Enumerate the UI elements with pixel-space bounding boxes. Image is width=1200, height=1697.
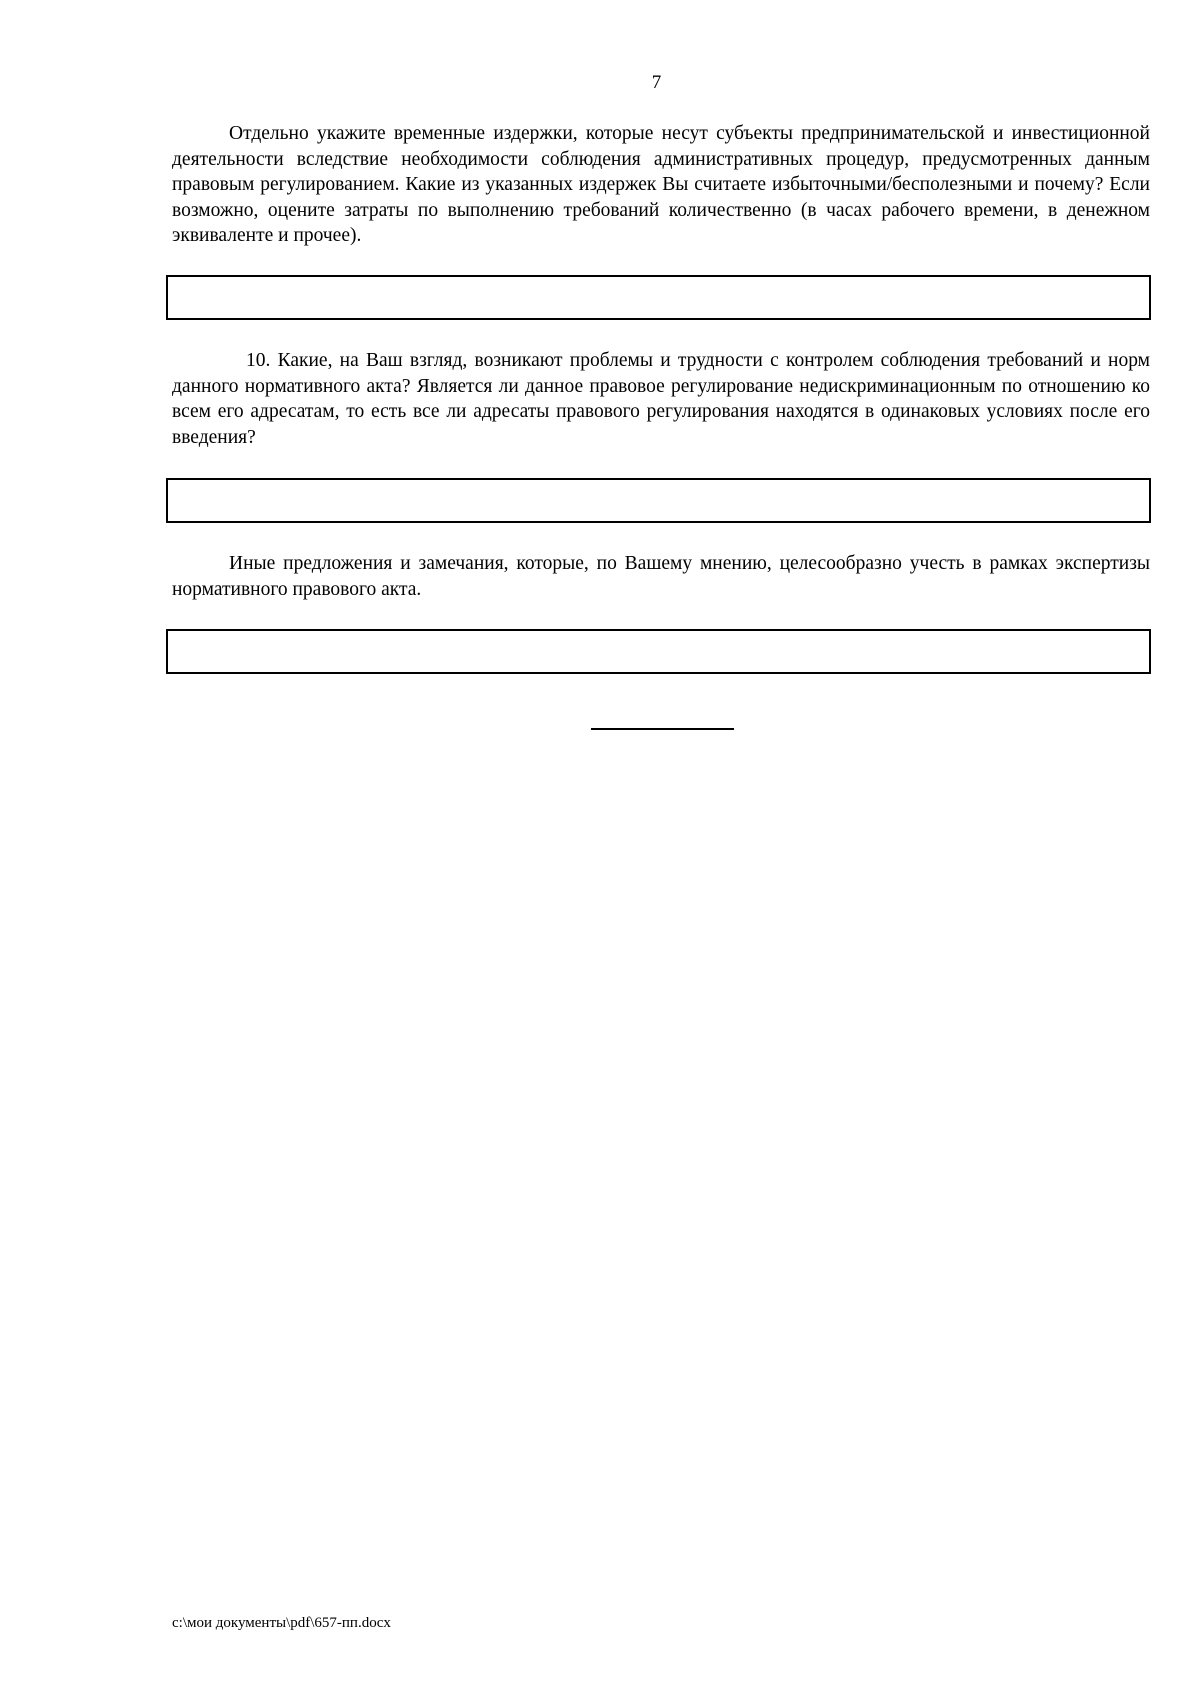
answer-box-other-proposals[interactable] (166, 629, 1151, 674)
answer-box-time-costs[interactable] (166, 275, 1151, 320)
page-number: 7 (651, 72, 662, 93)
footer-file-path: c:\мои документы\pdf\657-пп.docx (172, 1615, 391, 1631)
question-text-time-costs: Отдельно укажите временные издержки, которые несут субъекты предпринимательской и инвестиционной деятельности вследствие необходимости соблюдения административных процедур, предусмотренных данным правовым регулированием. Какие из указанных издержек Вы считаете избыточными/бесполезными и почему? Если возможно, оцените затраты по выполнению требований количественно (в часах рабочего времени, в денежном эквиваленте и прочее). (172, 123, 1150, 246)
answer-box-10-control-problems[interactable] (166, 478, 1151, 523)
end-of-form-rule (591, 728, 734, 730)
question-text-10-control-problems: 10. Какие, на Ваш взгляд, возникают проблемы и трудности с контролем соблюдения требований и норм данного нормативного акта? Является ли данное правовое регулирование недискриминационным по отношению ко всем его адресатам, то есть все ли адресаты правового регулирования находятся в одинаковых условиях после его введения? (172, 350, 1150, 448)
question-text-other-proposals: Иные предложения и замечания, которые, по Вашему мнению, целесообразно учесть в рамках экспертизы нормативного правового акта. (172, 553, 1150, 600)
